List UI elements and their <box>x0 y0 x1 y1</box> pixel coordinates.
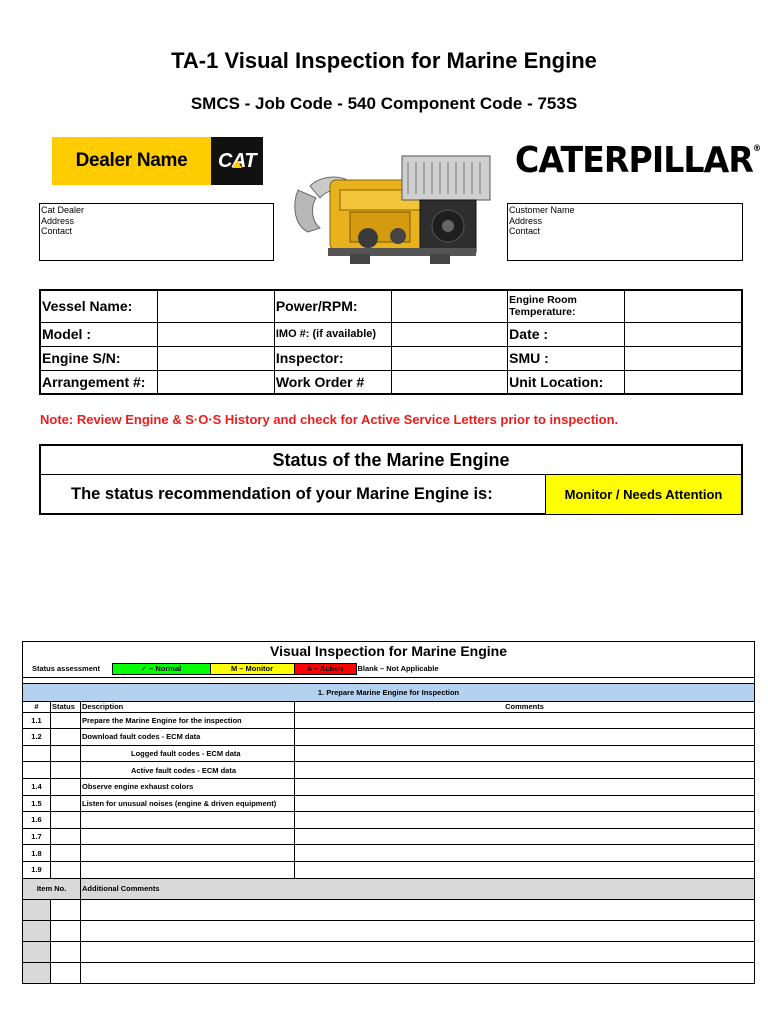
caterpillar-logo <box>515 140 760 181</box>
marine-engine-image <box>290 150 495 268</box>
table-row <box>23 861 755 878</box>
inspector-field[interactable] <box>391 346 507 370</box>
imo-label: IMO #: (if available) <box>274 322 391 346</box>
cat-triangle-icon <box>232 160 242 168</box>
unit-location-label: Unit Location: <box>508 370 625 394</box>
engine-sn-field[interactable] <box>158 346 274 370</box>
engine-room-temp-label: Engine Room Temperature: <box>508 290 625 322</box>
customer-address-box[interactable] <box>507 203 743 261</box>
inspection-note: Note: Review Engine & S·O·S History and check for Active Service Letters prior to inspection. <box>40 412 619 427</box>
date-field[interactable] <box>625 322 742 346</box>
item-status-cell[interactable] <box>51 861 81 878</box>
dealer-line: Address <box>41 215 75 226</box>
ac-marker-cell <box>23 920 51 941</box>
additional-comment-row <box>23 899 755 920</box>
item-status-cell[interactable] <box>51 745 81 762</box>
dealer-name: Dealer Name <box>75 150 188 171</box>
ac-item-cell[interactable] <box>51 962 81 983</box>
unit-location-field[interactable] <box>625 370 742 394</box>
item-status-cell[interactable] <box>51 845 81 862</box>
item-description: Observe engine exhaust colors <box>81 778 295 795</box>
info-row <box>40 346 742 370</box>
imo-field[interactable] <box>391 322 507 346</box>
item-comments-cell[interactable] <box>295 812 755 829</box>
item-description[interactable] <box>81 812 295 829</box>
legend-na: Blank – Not Applicable <box>357 664 439 674</box>
item-num <box>23 762 51 779</box>
info-row <box>40 370 742 394</box>
legend-action: A – Action <box>294 663 356 674</box>
table-row <box>23 845 755 862</box>
table-row <box>23 828 755 845</box>
item-comments-cell[interactable] <box>295 845 755 862</box>
inspection-title: Visual Inspection for Marine Engine <box>23 642 755 661</box>
customer-line: Address <box>509 215 543 226</box>
vessel-info-table <box>39 289 743 395</box>
col-comments: Comments <box>295 701 755 712</box>
section-heading: 1. Prepare Marine Engine for Inspection <box>23 683 755 701</box>
engine-status-box <box>39 444 743 515</box>
item-num: 1.7 <box>23 828 51 845</box>
item-description[interactable] <box>81 861 295 878</box>
vessel-name-label: Vessel Name: <box>40 290 158 322</box>
table-row <box>23 762 755 779</box>
cat-logo-text: CAT <box>217 149 257 172</box>
item-status-cell[interactable] <box>51 778 81 795</box>
item-num: 1.9 <box>23 861 51 878</box>
engine-room-temp-field[interactable] <box>625 290 742 322</box>
item-status-cell[interactable] <box>51 795 81 812</box>
item-num: 1.2 <box>23 729 51 746</box>
model-label: Model : <box>40 322 158 346</box>
arrangement-field[interactable] <box>158 370 274 394</box>
col-description: Description <box>81 701 295 712</box>
item-description: Logged fault codes - ECM data <box>81 745 295 762</box>
additional-comment-row <box>23 962 755 983</box>
item-description[interactable] <box>81 828 295 845</box>
item-status-cell[interactable] <box>51 712 81 729</box>
visual-inspection-table <box>22 641 755 984</box>
ac-marker-cell <box>23 941 51 962</box>
work-order-label: Work Order # <box>274 370 391 394</box>
item-num: 1.5 <box>23 795 51 812</box>
ac-item-cell[interactable] <box>51 920 81 941</box>
item-description: Listen for unusual noises (engine & driven equipment) <box>81 795 295 812</box>
legend-monitor: M – Monitor <box>210 663 294 674</box>
info-row <box>40 290 742 322</box>
ac-comment-cell[interactable] <box>81 962 755 983</box>
item-num: 1.1 <box>23 712 51 729</box>
dealer-address-box[interactable] <box>39 203 274 261</box>
item-comments-cell[interactable] <box>295 729 755 746</box>
smu-field[interactable] <box>625 346 742 370</box>
table-row <box>23 778 755 795</box>
item-comments-cell[interactable] <box>295 745 755 762</box>
inspector-label: Inspector: <box>274 346 391 370</box>
ac-comment-cell[interactable] <box>81 941 755 962</box>
ac-comment-cell[interactable] <box>81 899 755 920</box>
info-row <box>40 322 742 346</box>
power-rpm-label: Power/RPM: <box>274 290 391 322</box>
col-num: # <box>23 701 51 712</box>
item-num <box>23 745 51 762</box>
dealer-logo <box>52 137 263 185</box>
status-label: The status recommendation of your Marine Engine is: <box>71 485 493 503</box>
item-description: Prepare the Marine Engine for the inspection <box>81 712 295 729</box>
item-description: Active fault codes - ECM data <box>81 762 295 779</box>
item-comments-cell[interactable] <box>295 778 755 795</box>
cat-logo-icon <box>211 137 263 185</box>
work-order-field[interactable] <box>391 370 507 394</box>
vessel-name-field[interactable] <box>158 290 274 322</box>
item-num: 1.4 <box>23 778 51 795</box>
arrangement-label: Arrangement #: <box>40 370 158 394</box>
ac-comment-cell[interactable] <box>81 920 755 941</box>
legend-label: Status assessment <box>32 664 100 674</box>
ac-marker-cell <box>23 962 51 983</box>
ac-marker-cell <box>23 899 51 920</box>
status-heading: Status of the Marine Engine <box>41 446 741 475</box>
customer-line: Customer Name <box>509 205 575 215</box>
engine-sn-label: Engine S/N: <box>40 346 158 370</box>
item-num: 1.6 <box>23 812 51 829</box>
dealer-line: Cat Dealer <box>41 205 85 215</box>
registered-mark: ® <box>752 144 761 154</box>
page-title: TA-1 Visual Inspection for Marine Engine <box>171 48 597 73</box>
item-status-cell[interactable] <box>51 812 81 829</box>
item-description: Download fault codes - ECM data <box>81 729 295 746</box>
table-row <box>23 729 755 746</box>
ac-item-cell[interactable] <box>51 941 81 962</box>
dealer-line: Contact <box>41 226 73 236</box>
additional-comments-header <box>23 878 755 899</box>
item-comments-cell[interactable] <box>295 712 755 729</box>
item-comments-cell[interactable] <box>295 861 755 878</box>
model-field[interactable] <box>158 322 274 346</box>
customer-line: Contact <box>509 226 541 236</box>
item-comments-cell[interactable] <box>295 828 755 845</box>
smu-label: SMU : <box>508 346 625 370</box>
item-no-header: Item No. <box>23 878 81 899</box>
additional-comment-row <box>23 941 755 962</box>
item-num: 1.8 <box>23 845 51 862</box>
table-row <box>23 795 755 812</box>
table-row <box>23 812 755 829</box>
additional-comment-row <box>23 920 755 941</box>
additional-comments-label: Additional Comments <box>81 878 755 899</box>
ac-item-cell[interactable] <box>51 899 81 920</box>
legend-normal: ✓ – Normal <box>112 663 210 674</box>
item-comments-cell[interactable] <box>295 795 755 812</box>
status-value[interactable]: Monitor / Needs Attention <box>545 475 741 514</box>
power-rpm-field[interactable] <box>391 290 507 322</box>
table-row <box>23 745 755 762</box>
page-subtitle: SMCS - Job Code - 540 Component Code - 753S <box>190 94 578 113</box>
table-row <box>23 712 755 729</box>
date-label: Date : <box>508 322 625 346</box>
item-comments-cell[interactable] <box>295 762 755 779</box>
item-status-cell[interactable] <box>51 729 81 746</box>
col-status: Status <box>51 701 81 712</box>
item-status-cell[interactable] <box>51 762 81 779</box>
item-description[interactable] <box>81 845 295 862</box>
item-status-cell[interactable] <box>51 828 81 845</box>
caterpillar-logo-text: CATERPILLAR <box>515 140 753 181</box>
